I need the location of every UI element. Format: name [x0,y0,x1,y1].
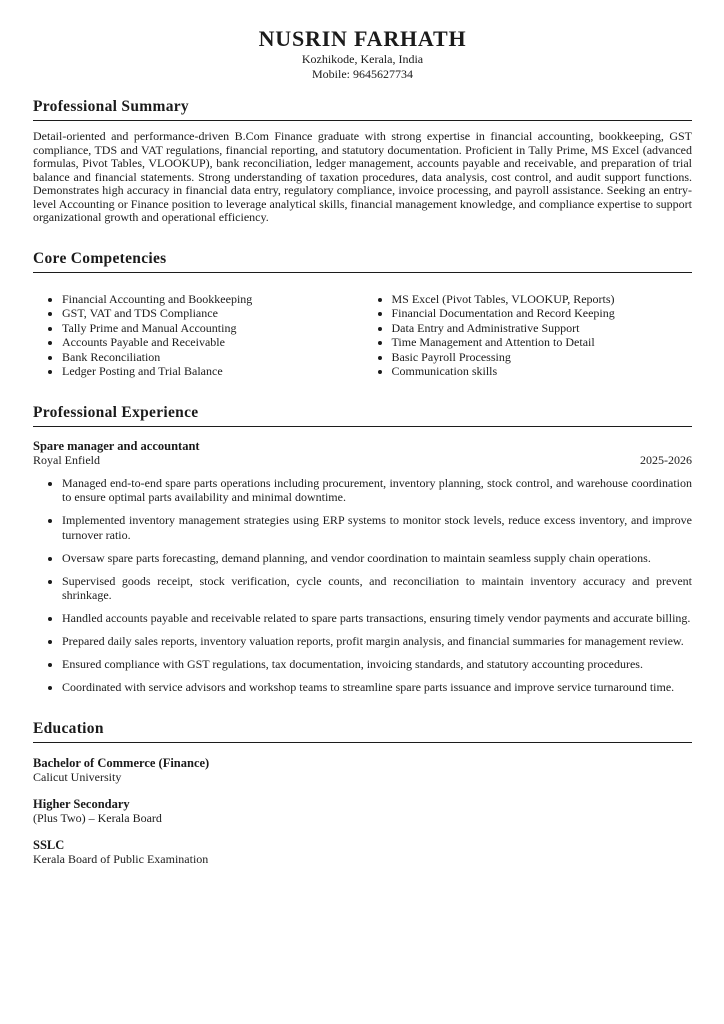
degree-name: SSLC [33,837,65,852]
section-professional-experience [33,404,692,695]
competency-column-right [363,292,693,379]
experience-bullet: • Coordinated with service advisors and workshop teams to streamline spare parts issuance and improve service turnaround time. [62,680,692,695]
job-title: Spare manager and accountant [33,438,200,453]
competency-item: • GST, VAT and TDS Compliance [62,306,363,321]
degree-name: Bachelor of Commerce (Finance) [33,755,210,770]
competency-list-right [363,292,693,379]
company-name: Royal Enfield [33,452,100,467]
experience-bullet: • Prepared daily sales reports, inventory valuation reports, profit margin analysis, and financial summaries for management review. [62,634,692,649]
competency-item: • Basic Payroll Processing [392,350,693,365]
employment-dates: 2025-2026 [640,452,692,467]
competency-item: • Financial Accounting and Bookkeeping [62,292,363,307]
resume-header [33,26,692,81]
experience-bullet: • Handled accounts payable and receivable related to spare parts transactions, ensuring timely vendor payments and accurate billing. [62,611,692,626]
competency-item: • Accounts Payable and Receivable [62,335,363,350]
education-entry [33,756,692,784]
competency-item: • Financial Documentation and Record Keeping [392,306,693,321]
section-title-summary: Professional Summary [33,98,692,121]
experience-bullet: • Oversaw spare parts forecasting, demand planning, and vendor coordination to maintain seamless supply chain operations. [62,551,692,566]
section-education [33,720,692,866]
competency-column-left [33,292,363,379]
competency-item: • Time Management and Attention to Detail [392,335,693,350]
competency-item: • Bank Reconciliation [62,350,363,365]
experience-bullet: • Implemented inventory management strategies using ERP systems to monitor stock levels, reduce excess inventory, and improve turnover ratio. [62,513,692,542]
candidate-mobile: Mobile: 9645627734 [312,66,413,81]
summary-paragraph: Detail-oriented and performance-driven B.Com Finance graduate with strong expertise in financial accounting, bookkeeping, GST compliance, TDS and VAT regulations, financial reporting, and statutory documentation. Proficient in Tally Prime, MS Excel (advanced formulas, Pivot Tables, VLOOKUP), bank reconciliation, ledger management, accounts payable and receivable, and preparation of trial balance and financial statements. Strong understanding of taxation procedures, data analysis, cost control, and audit support functions. Demonstrates high accuracy in financial data entry, regulatory compliance, invoice processing, and payroll assistance. Seeking an entry-level Accounting or Finance position to leverage analytical skills, financial management knowledge, and compliance expertise to support organizational growth and operational efficiency. [33,129,692,224]
experience-bullet: • Supervised goods receipt, stock verification, cycle counts, and reconciliation to maintain inventory accuracy and prevent shrinkage. [62,574,692,603]
section-core-competencies [33,250,692,379]
section-title-competencies: Core Competencies [33,250,692,273]
candidate-location: Kozhikode, Kerala, India [301,52,424,66]
job-meta-row [33,453,692,467]
education-entry [33,797,692,825]
experience-bullet: • Managed end-to-end spare parts operations including procurement, inventory planning, stock control, and warehouse coordination to ensure optimal parts availability and minimal downtime. [62,476,692,505]
section-title-experience: Professional Experience [33,404,692,427]
institution-name: Calicut University [33,769,122,784]
experience-bullet: • Ensured compliance with GST regulations, tax documentation, invoicing standards, and statutory accounting procedures. [62,657,692,672]
experience-bullet-list [33,476,692,695]
institution-name: Kerala Board of Public Examination [33,851,209,866]
competency-item: • Tally Prime and Manual Accounting [62,321,363,336]
candidate-name: NUSRIN FARHATH [258,26,467,51]
competency-list-left [33,292,363,379]
competency-columns [33,292,692,379]
competency-item: • MS Excel (Pivot Tables, VLOOKUP, Reports) [392,292,693,307]
competency-item: • Communication skills [392,364,693,379]
competency-item: • Data Entry and Administrative Support [392,321,693,336]
section-title-education: Education [33,720,692,743]
section-professional-summary [33,98,692,225]
institution-name: (Plus Two) – Kerala Board [33,810,162,825]
competency-item: • Ledger Posting and Trial Balance [62,364,363,379]
degree-name: Higher Secondary [33,796,130,811]
education-entry [33,838,692,866]
